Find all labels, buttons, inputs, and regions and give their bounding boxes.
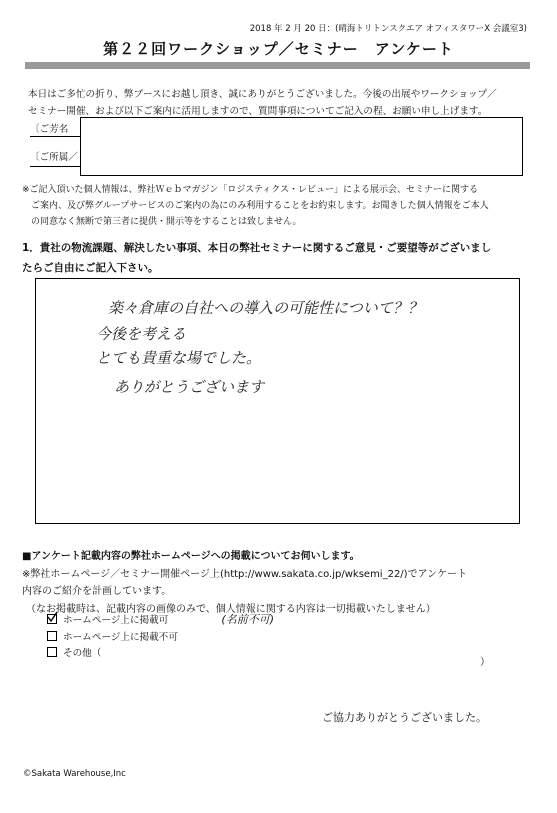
section-line: ※弊社ホームページ／セミナー開催ページ上(http://www.sakata.co.jp/wksemi_22/)でアンケート [22, 568, 467, 580]
publication-options [47, 612, 274, 663]
option-label: ホームページ上に掲載可 [63, 615, 169, 626]
answer-line: 今後を考える [96, 325, 187, 343]
name-underline [30, 136, 80, 137]
option-other[interactable] [47, 646, 274, 663]
answer-line: 楽々倉庫の自社への導入の可能性について？？ [108, 299, 423, 317]
privacy-line: の同意なく無断で第三者に提供・開示等をすることは致しません。 [31, 217, 302, 227]
checkbox-checked[interactable] [47, 614, 57, 624]
option-label: ホームページ上に掲載不可 [63, 631, 178, 643]
question-line: 1．貴社の物流課題、解決したい事項、本日の弊社セミナーに関するご意見・ご要望等がございまし [22, 242, 492, 254]
section-heading: ■アンケート記載内容の弊社ホームページへの掲載についてお伺いします。 [22, 551, 360, 562]
answer-box[interactable] [35, 278, 520, 524]
question-line: たらご自由にご記入下さい。 [22, 262, 159, 274]
title-rule [25, 62, 530, 69]
affiliation-underline [30, 166, 80, 167]
intro-text [28, 86, 528, 120]
answer-line: とても貴重な場でした。 [96, 349, 262, 367]
copyright: ©Sakata Warehouse,Inc [23, 769, 126, 779]
privacy-line: ※ご記入頂いた個人情報は、弊社Ｗｅｂマガジン「ロジスティクス・レビュー」による展示会、セミナーに関する [22, 185, 479, 195]
publication-section [22, 548, 542, 618]
handwritten-answer [36, 279, 519, 523]
affiliation-label: 〔ご所属／ [30, 152, 78, 163]
date-line: 2018 年 2 月 20 日：(晴海トリトンスクエア オフィスタワーX 会議室3) [249, 24, 527, 34]
redaction-box [80, 117, 523, 176]
other-close-paren: ） [480, 657, 490, 668]
thanks-text: ご協力ありがとうございました。 [322, 711, 487, 724]
section-line: 内容のご紹介を計画しています。 [22, 586, 172, 597]
answer-line: ありがとうございます [114, 378, 265, 396]
name-label: 〔ご芳名 [30, 124, 69, 135]
privacy-notice [22, 182, 532, 230]
checkbox[interactable] [47, 631, 57, 641]
section-line: （なお掲載時は、記載内容の画像のみで、個人情報に関する内容は一切掲載いたしません） [26, 603, 436, 615]
checkmark-icon [47, 612, 57, 622]
intro-line: セミナー開催、および以下ご案内に活用しますので、質問事項についてご記入の程、お願い申し上げます。 [28, 106, 488, 117]
question-1 [22, 238, 532, 278]
privacy-line: ご案内、及び弊グループサービスのご案内の為にのみ利用することをお約束します。お聞きした個人情報をご本人 [31, 201, 489, 211]
checkbox[interactable] [47, 647, 57, 657]
intro-line: 本日はご多忙の折り、弊ブースにお越し頂き、誠にありがとうございました。今後の出展やワークショップ／ [28, 89, 497, 100]
option-label: その他（ [63, 648, 102, 659]
option-no-publish[interactable] [47, 630, 274, 647]
handwritten-note: (名前不可) [221, 613, 274, 626]
option-publish[interactable] [47, 612, 274, 630]
page-title: 第２２回ワークショップ／セミナー アンケート [103, 40, 454, 58]
